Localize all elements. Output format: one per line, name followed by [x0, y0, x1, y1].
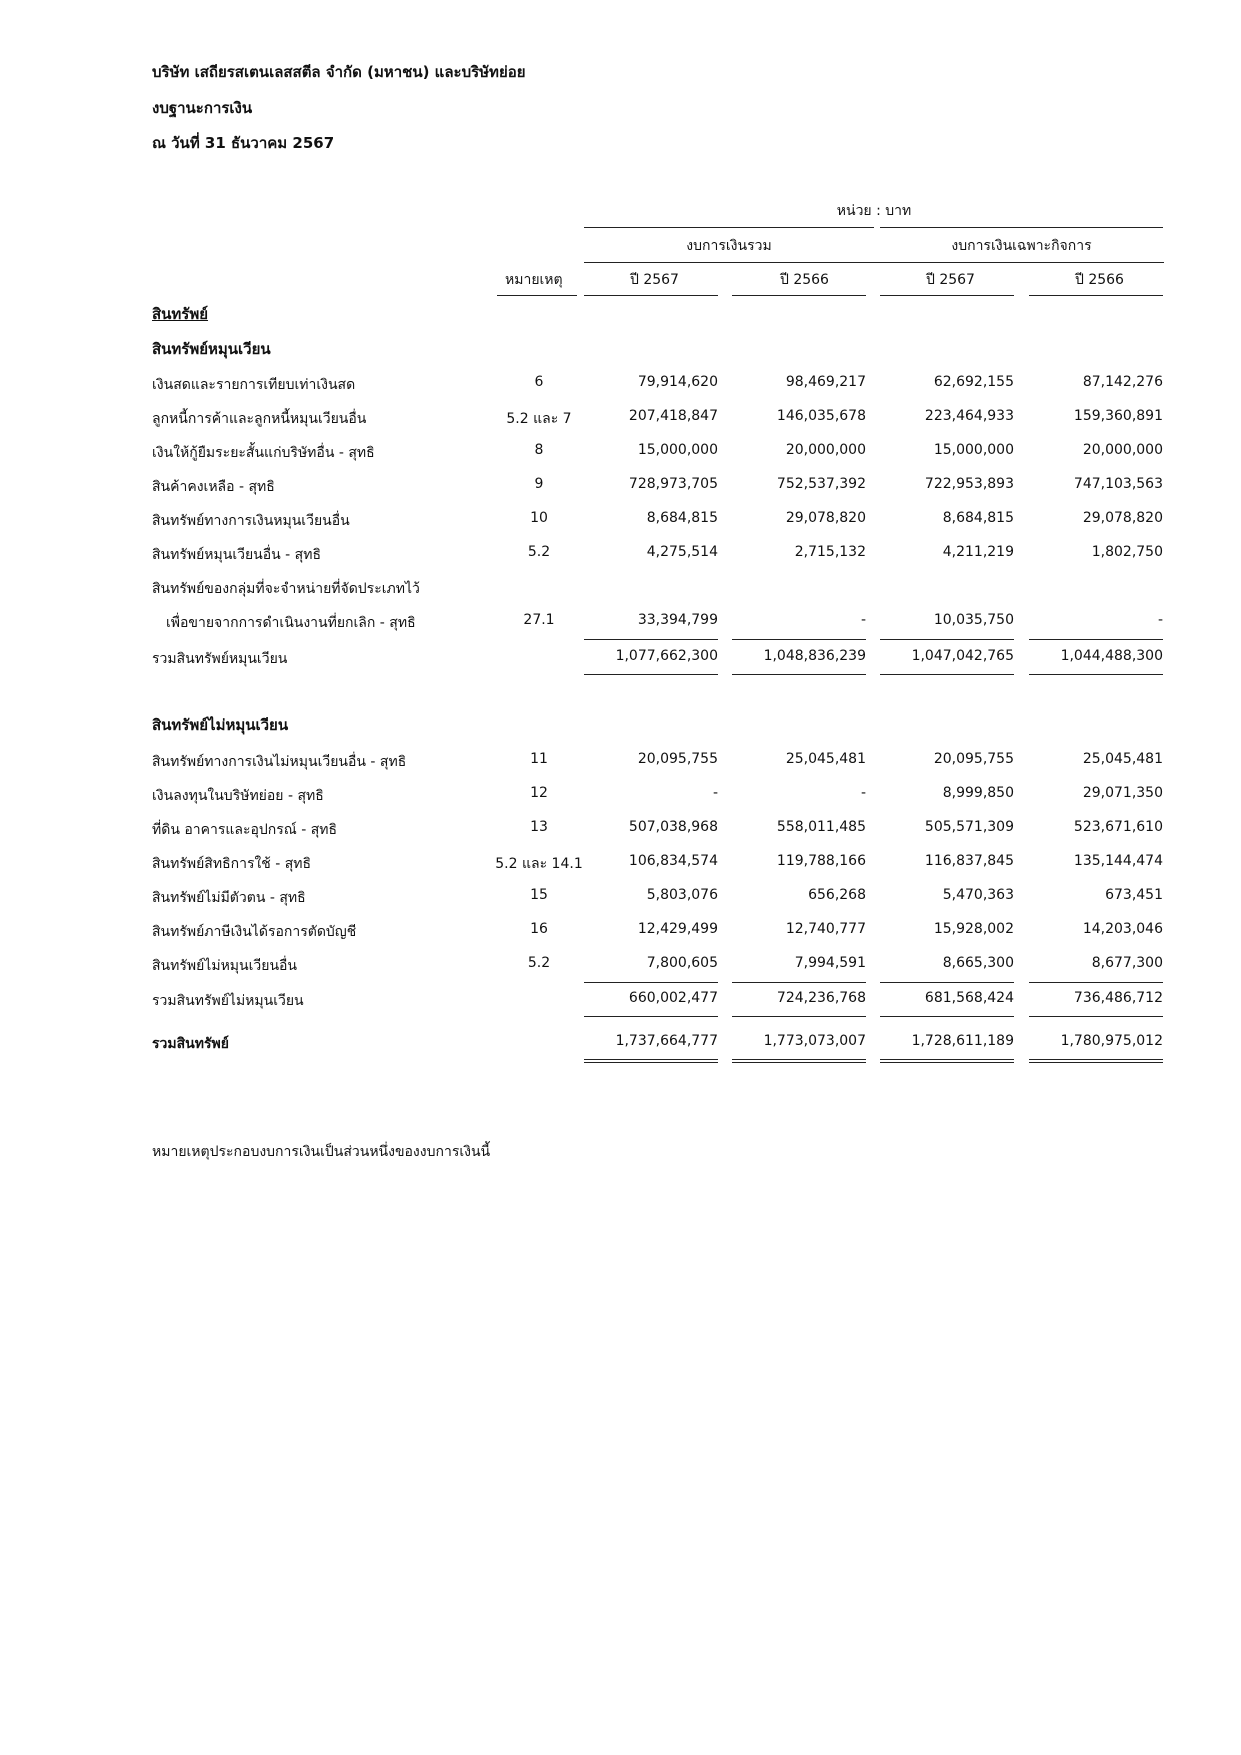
row-label: รวมสินทรัพย์ไม่หมุนเวียน	[152, 993, 304, 1009]
row-note: 6	[534, 374, 544, 390]
row-label: สินทรัพย์ภาษีเงินได้รอการตัดบัญชี	[152, 924, 357, 940]
double-underline	[1029, 1059, 1163, 1063]
value-sep-2567: 15,000,000	[933, 442, 1014, 458]
row-label: สินค้าคงเหลือ - สุทธิ	[152, 479, 275, 495]
subtotal-line	[584, 674, 718, 675]
row-label: เพื่อขายจากการดำเนินงานที่ยกเลิก - สุทธิ	[166, 615, 416, 631]
value-sep-2567: 8,684,815	[942, 510, 1014, 526]
group-divider-separate	[880, 227, 1163, 228]
value-sep-2566: 135,144,474	[1073, 853, 1163, 869]
row-label: เงินสดและรายการเทียบเท่าเงินสด	[152, 377, 356, 393]
value-cons-2567: 79,914,620	[637, 374, 718, 390]
table-row	[0, 476, 1241, 500]
value-sep-2566: 25,045,481	[1082, 751, 1163, 767]
value-sep-2567: 505,571,309	[924, 819, 1014, 835]
row-label: สินทรัพย์ไม่หมุนเวียนอื่น	[152, 958, 297, 974]
value-sep-2567: 5,470,363	[942, 887, 1014, 903]
value-cons-2566: -	[860, 785, 866, 801]
table-row	[0, 751, 1241, 775]
value-cons-2567: 507,038,968	[628, 819, 718, 835]
row-note: 8	[534, 442, 544, 458]
row-note: 5.2	[527, 955, 551, 971]
row-label: สินทรัพย์ทางการเงินหมุนเวียนอื่น	[152, 513, 350, 529]
value-cons-2567: 20,095,755	[637, 751, 718, 767]
group-consolidated: งบการเงินรวม	[686, 238, 772, 254]
table-row	[0, 510, 1241, 534]
group-separate: งบการเงินเฉพาะกิจการ	[951, 238, 1092, 254]
value-cons-2566: 656,268	[808, 887, 866, 903]
value-cons-2567: 12,429,499	[637, 921, 718, 937]
table-row	[0, 819, 1241, 843]
value-sep-2567: 1,728,611,189	[911, 1033, 1014, 1049]
value-sep-2567: 722,953,893	[924, 476, 1014, 492]
double-underline	[584, 1059, 718, 1063]
col-underline	[732, 295, 866, 296]
value-sep-2567: 10,035,750	[933, 612, 1014, 628]
row-label: ลูกหนี้การค้าและลูกหนี้หมุนเวียนอื่น	[152, 411, 367, 427]
statement-title: งบฐานะการเงิน	[152, 99, 253, 117]
company-name: บริษัท เสถียรสเตนเลสสตีล จำกัด (มหาชน) และบริษัทย่อย	[152, 63, 526, 81]
row-label: สินทรัพย์ไม่มีตัวตน - สุทธิ	[152, 890, 306, 906]
col-underline	[1029, 295, 1163, 296]
row-note: 5.2	[527, 544, 551, 560]
table-row	[0, 544, 1241, 568]
row-note: 13	[530, 819, 548, 835]
value-cons-2566: -	[860, 612, 866, 628]
row-note: 10	[530, 510, 548, 526]
value-sep-2566: 523,671,610	[1073, 819, 1163, 835]
value-cons-2566: 98,469,217	[785, 374, 866, 390]
value-sep-2566: 1,044,488,300	[1060, 648, 1163, 664]
double-underline	[880, 1059, 1014, 1063]
subtotal-line	[880, 982, 1014, 983]
value-cons-2567: 7,800,605	[646, 955, 718, 971]
value-cons-2567: 8,684,815	[646, 510, 718, 526]
subtotal-line	[1029, 1016, 1163, 1017]
row-label: สินทรัพย์สิทธิการใช้ - สุทธิ	[152, 856, 312, 872]
value-cons-2566: 724,236,768	[776, 990, 866, 1006]
value-sep-2566: 29,071,350	[1082, 785, 1163, 801]
row-note: 5.2 และ 7	[506, 411, 572, 427]
section-current-assets: สินทรัพย์หมุนเวียน	[152, 340, 271, 358]
table-row	[0, 442, 1241, 466]
subtotal-line	[732, 639, 866, 640]
value-sep-2567: 1,047,042,765	[911, 648, 1014, 664]
value-sep-2566: -	[1157, 612, 1163, 628]
col-header-cons-2566: ปี 2566	[780, 272, 829, 288]
row-note: 16	[530, 921, 548, 937]
double-underline	[732, 1059, 866, 1063]
value-sep-2566: 14,203,046	[1082, 921, 1163, 937]
value-sep-2566: 736,486,712	[1073, 990, 1163, 1006]
table-row	[0, 785, 1241, 809]
table-row	[0, 578, 1241, 602]
subtotal-line	[880, 639, 1014, 640]
row-note: 12	[530, 785, 548, 801]
col-underline	[584, 295, 718, 296]
col-header-sep-2566: ปี 2566	[1075, 272, 1124, 288]
unit-label: หน่วย : บาท	[836, 203, 912, 219]
value-sep-2566: 1,802,750	[1091, 544, 1163, 560]
table-row	[0, 921, 1241, 945]
value-cons-2567: 660,002,477	[628, 990, 718, 1006]
value-sep-2567: 15,928,002	[933, 921, 1014, 937]
table-row	[0, 612, 1241, 636]
footer-note: หมายเหตุประกอบงบการเงินเป็นส่วนหนึ่งของงบการเงินนี้	[152, 1144, 491, 1160]
value-cons-2567: 15,000,000	[637, 442, 718, 458]
value-cons-2567: 1,737,664,777	[615, 1033, 718, 1049]
row-label: รวมสินทรัพย์หมุนเวียน	[152, 651, 288, 667]
section-assets: สินทรัพย์	[152, 305, 209, 323]
table-row	[0, 853, 1241, 877]
subheader-divider	[584, 262, 1164, 263]
row-note: 15	[530, 887, 548, 903]
value-cons-2566: 1,048,836,239	[763, 648, 866, 664]
value-cons-2566: 29,078,820	[785, 510, 866, 526]
value-cons-2567: 106,834,574	[628, 853, 718, 869]
col-underline	[880, 295, 1014, 296]
row-label: เงินให้กู้ยืมระยะสั้นแก่บริษัทอื่น - สุทธิ	[152, 445, 375, 461]
row-label: รวมสินทรัพย์	[152, 1036, 229, 1052]
subtotal-line	[1029, 982, 1163, 983]
row-label: เงินลงทุนในบริษัทย่อย - สุทธิ	[152, 788, 324, 804]
row-note: 11	[530, 751, 548, 767]
subtotal-line	[584, 1016, 718, 1017]
value-sep-2567: 8,665,300	[942, 955, 1014, 971]
group-divider-consolidated	[584, 227, 874, 228]
value-cons-2567: 728,973,705	[628, 476, 718, 492]
value-cons-2567: 33,394,799	[637, 612, 718, 628]
value-sep-2566: 87,142,276	[1082, 374, 1163, 390]
value-sep-2567: 116,837,845	[924, 853, 1014, 869]
table-row	[0, 374, 1241, 398]
total-row	[0, 990, 1241, 1014]
row-note: 9	[534, 476, 544, 492]
value-cons-2567: 207,418,847	[628, 408, 718, 424]
value-cons-2567: 5,803,076	[646, 887, 718, 903]
grand-total-row	[0, 1033, 1241, 1057]
value-cons-2566: 1,773,073,007	[763, 1033, 866, 1049]
value-sep-2566: 159,360,891	[1073, 408, 1163, 424]
subtotal-line	[880, 1016, 1014, 1017]
row-note: 5.2 และ 14.1	[495, 856, 583, 872]
value-cons-2566: 25,045,481	[785, 751, 866, 767]
value-sep-2566: 1,780,975,012	[1060, 1033, 1163, 1049]
total-row	[0, 648, 1241, 672]
value-cons-2566: 2,715,132	[794, 544, 866, 560]
value-sep-2567: 223,464,933	[924, 408, 1014, 424]
value-sep-2567: 20,095,755	[933, 751, 1014, 767]
table-row	[0, 887, 1241, 911]
subtotal-line	[584, 982, 718, 983]
col-header-sep-2567: ปี 2567	[926, 272, 975, 288]
subtotal-line	[1029, 674, 1163, 675]
statement-date: ณ วันที่ 31 ธันวาคม 2567	[152, 134, 335, 152]
value-cons-2566: 146,035,678	[776, 408, 866, 424]
subtotal-line	[584, 639, 718, 640]
value-sep-2566: 747,103,563	[1073, 476, 1163, 492]
col-header-cons-2567: ปี 2567	[630, 272, 679, 288]
subtotal-line	[732, 982, 866, 983]
value-cons-2566: 7,994,591	[794, 955, 866, 971]
value-sep-2567: 62,692,155	[933, 374, 1014, 390]
note-header-underline	[497, 295, 577, 296]
value-sep-2567: 681,568,424	[924, 990, 1014, 1006]
value-cons-2566: 558,011,485	[776, 819, 866, 835]
value-sep-2566: 8,677,300	[1091, 955, 1163, 971]
row-note: 27.1	[523, 612, 555, 628]
table-row	[0, 408, 1241, 432]
subtotal-line	[880, 674, 1014, 675]
value-cons-2566: 119,788,166	[776, 853, 866, 869]
value-cons-2566: 752,537,392	[776, 476, 866, 492]
subtotal-line	[732, 1016, 866, 1017]
row-label: สินทรัพย์ของกลุ่มที่จะจำหน่ายที่จัดประเภทไว้	[152, 581, 420, 597]
row-label: สินทรัพย์ทางการเงินไม่หมุนเวียนอื่น - สุทธิ	[152, 754, 407, 770]
value-sep-2566: 673,451	[1105, 887, 1163, 903]
value-sep-2566: 20,000,000	[1082, 442, 1163, 458]
value-sep-2566: 29,078,820	[1082, 510, 1163, 526]
table-row	[0, 955, 1241, 979]
note-column-header: หมายเหตุ	[505, 272, 563, 288]
row-label: สินทรัพย์หมุนเวียนอื่น - สุทธิ	[152, 547, 321, 563]
row-label: ที่ดิน อาคารและอุปกรณ์ - สุทธิ	[152, 822, 338, 838]
value-sep-2567: 4,211,219	[942, 544, 1014, 560]
value-cons-2567: 4,275,514	[646, 544, 718, 560]
value-cons-2566: 12,740,777	[785, 921, 866, 937]
subtotal-line	[732, 674, 866, 675]
value-cons-2567: -	[712, 785, 718, 801]
value-cons-2567: 1,077,662,300	[615, 648, 718, 664]
value-sep-2567: 8,999,850	[942, 785, 1014, 801]
section-noncurrent-assets: สินทรัพย์ไม่หมุนเวียน	[152, 716, 289, 734]
value-cons-2566: 20,000,000	[785, 442, 866, 458]
subtotal-line	[1029, 639, 1163, 640]
